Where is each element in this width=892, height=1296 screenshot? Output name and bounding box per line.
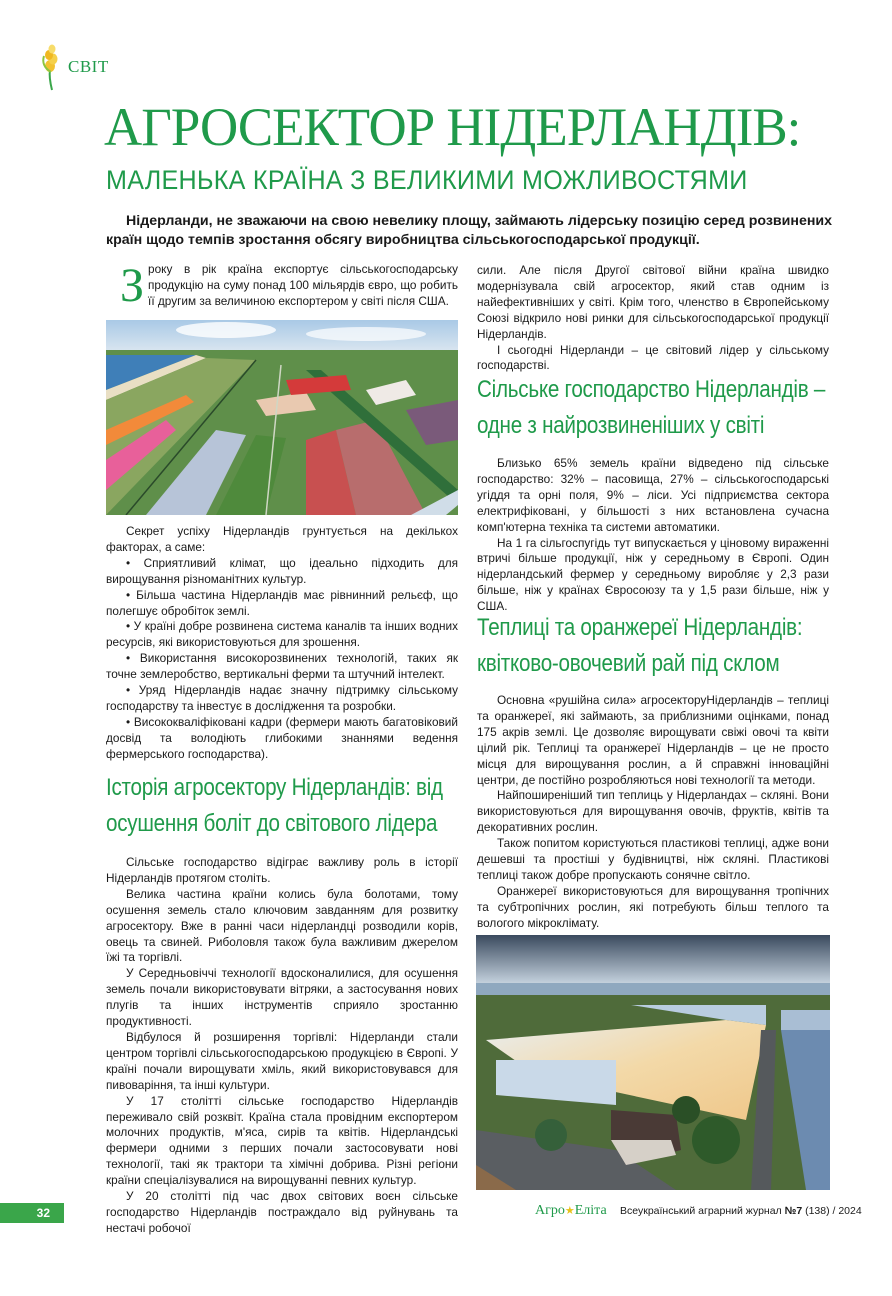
intro-block [106, 259, 458, 312]
lead-paragraph [106, 212, 846, 250]
brand-logo [535, 1203, 607, 1219]
bullet-item: • Більша частина Нідерландів має рівнинний рельєф, що полегшує обробіток землі. [106, 587, 458, 618]
brand-part2: Еліта [574, 1203, 607, 1218]
history-continued-paragraph: І сьогодні Нідерланди – це світовий лідер у сільському господарстві. [477, 342, 829, 373]
history-heading-line2: осушення боліт до світового лідера [106, 810, 438, 837]
greenhouse-photo [476, 935, 830, 1190]
history-continued-paragraph: сили. Але після Другої світової війни країна швидко модернізувала свій агросектор, який став одним із найефективніших у світі. Крім того, членство в Європейському Союзі відкрило нові ринки для сільськогосподарської продукції Нідерландів. [477, 263, 829, 341]
greenhouses-heading-line2: квітково-овочевий рай під склом [477, 650, 780, 677]
article-subtitle: МАЛЕНЬКА КРАЇНА З ВЕЛИКИМИ МОЖЛИВОСТЯМИ [106, 165, 748, 195]
history-paragraph: Сільське господарство відіграє важливу роль в історії Нідерландів протягом століть. [106, 855, 458, 885]
bullet-item: • Уряд Нідерландів надає значну підтримку сільському господарству та інвестує в дослідження та розробки. [106, 683, 458, 713]
journal-info [620, 1205, 862, 1217]
greenhouses-paragraph: Основна «рушійна сила» агросекторуНідерландів – теплиці та оранжереї, які займають, за приблизними оцінками, понад 175 акрів землі. Це дозволяє вирощувати свіжі овочі та квіти цілий рік. Теплиці та оранжереї Нідерландів – це не просто місця для вирощування рослин, а й справжні інноваційні центри, де постійно розробляються нові технології та методи. [477, 693, 829, 787]
agriculture-paragraph: Близько 65% земель країни відведено під сільське господарство: 32% – пасовища, 27% – сільськогосподарські угіддя та орні поля, 9% – ліси. Усі підприємства сектора електрифіковані, у більшості з них встановлена сучасна комп'ютерна техніка та системи автоматики. [477, 456, 829, 534]
greenhouses-heading [477, 610, 837, 682]
section-tag [38, 42, 109, 92]
history-paragraph: У 17 столітті сільське господарство Нідерландів переживало свій розквіт. Країна стала провідним експортером молочних продуктів, м'яса, сирів та квітів. Нідерландські фермери одними з перших почали застосовувати нові технології, такі як трактори та хімічні добрива. Різні регіони країни спеціалізувалися на вирощуванні певних культур. [106, 1093, 458, 1188]
history-paragraph: Відбулося й розширення торгівлі: Нідерланди стали центром торгівлі сільськогосподарською продукцією в Європі. У країні почали вирощувати хміль, який використовувався для пивоваріння, та інші культури. [106, 1029, 458, 1092]
intro-text: року в рік країна експортує сільськогосподарську продукцію на суму понад 100 мільярдів євро, що робить її другим за величиною експортером у світі після США. [148, 262, 458, 308]
agriculture-heading-line2: одне з найрозвиненіших у світі [477, 412, 765, 439]
bullet-item: • Сприятливий клімат, що ідеально підходить для вирощування різноманітних культур. [106, 555, 458, 586]
agriculture-heading-line1: Сільське господарство Нідерландів – [477, 376, 826, 403]
success-intro: Секрет успіху Нідерландів грунтується на декількох факторах, а саме: [106, 524, 458, 554]
history-paragraph: У Середньовіччі технології вдосконалилися, для осушення земель почали використовувати вітряки, а застосування нових плугів та інших інструментів сприяло зростанню продуктивності. [106, 966, 458, 1029]
greenhouses-paragraph: Найпоширеніший тип теплиць у Нідерландах – скляні. Вони використовуються для вирощування овочів, фруктів, квітів та декоративних рослин. [477, 788, 829, 835]
success-factors [106, 524, 458, 763]
agriculture-paragraph: На 1 га сільгоспугідь тут випускається у ціновому вираженні втричі більше продукції, ніж у середньому в Європі. Один нідерландський фермер у середньому виробляє у 2,3 рази більше, ніж у країнах Євросоюзу та у 1,5 рази більше, ніж у США. [477, 535, 829, 614]
fields-photo [106, 320, 458, 515]
bullet-item: • Висококваліфіковані кадри (фермери мають багатовіковий досвід та володіють глибокими знаннями ведення фермерського господарства). [106, 714, 458, 761]
history-continued [477, 263, 829, 374]
greenhouses-paragraph: Також попитом користуються пластикові теплиці, адже вони дешевші та простіші у будівництві, ніж скляні. Пластикові теплиці також добре пропускають сонячне світло. [477, 836, 829, 882]
brand-part1: Агро [535, 1203, 565, 1218]
fields-aerial-image [106, 320, 458, 515]
journal-name: Всеукраїнський аграрний журнал [620, 1205, 785, 1217]
dropcap: З [120, 259, 145, 312]
greenhouses-body [477, 693, 829, 932]
article-title: АГРОСЕКТОР НІДЕРЛАНДІВ: [104, 97, 801, 157]
section-label: СВІТ [68, 57, 109, 76]
star-icon: ★ [564, 1205, 575, 1217]
page-number: 32 [0, 1203, 64, 1223]
history-paragraph: У 20 столітті під час двох світових воєн сільське господарство Нідерландів постраждало від руйнувань та нестачі робочої [106, 1189, 458, 1235]
agriculture-heading [477, 372, 837, 444]
bullet-item: • У країні добре розвинена система каналів та інших водних ресурсів, які використовуються для зрошення. [106, 619, 458, 650]
history-body [106, 855, 458, 1237]
greenhouse-aerial-image [476, 935, 830, 1190]
history-paragraph: Велика частина країни колись була болотами, тому осушення земель стало ключовим завданням для розвитку агросектору. Вже в ранні часи нідерландці розводили корів, овець та свиней. Риболовля також була важливим джерелом їжі та торгівлі. [106, 886, 458, 965]
greenhouses-heading-line1: Теплиці та оранжереї Нідерландів: [477, 614, 803, 641]
lead-text: Нідерланди, не зважаючи на свою невелику площу, займають лідерську позицію серед розвинених країн щодо темпів зростання обсягу виробництва сільськогосподарської продукції. [106, 213, 833, 248]
wheat-ear-icon [38, 42, 64, 92]
bullet-item: • Використання високорозвинених технологій, таких як точне землеробство, вертикальні ферми та штучний інтелект. [106, 651, 458, 682]
issue-number: (138) / 2024 [802, 1205, 862, 1217]
history-heading-line1: Історія агросектору Нідерландів: від [106, 774, 443, 801]
greenhouses-paragraph: Оранжереї використовуються для вирощування тропічних та субтропічних рослин, які потребують більш теплого та вологого мікроклімату. [477, 883, 829, 930]
agriculture-body [477, 456, 829, 615]
history-heading [106, 770, 466, 842]
issue-label: №7 [784, 1205, 803, 1217]
